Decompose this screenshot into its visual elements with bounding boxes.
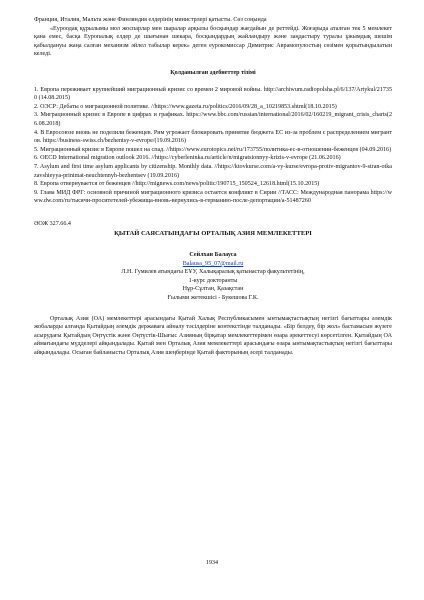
page-number: 1934 — [205, 560, 219, 566]
reference-item: 4. В Евросоюзе вновь не поделили беженцев. Рим угрожает блокировать принятие бюджета ЕС из-за проблем с распределением мигрантов. https://business-swiss.ch/bezhentsy-v-evrope/(19.09.2016) — [34, 129, 392, 145]
reference-item: 3. Миграционный кризис в Европе в цифрах и графиках. https://www.bbc.com/russian/international/2016/02/160219_migrant_crisis_charts(26.08.2018) — [34, 112, 392, 127]
author-name: Сейлхан Балауса — [189, 252, 237, 259]
reference-item: 5. Миграционный кризис в Европе пошел на спад. //https://www.eurotopics.net/ru/173755/политика-ес-в-отношении-беженцев (04.09.2016) — [34, 146, 392, 153]
udk-code: ӘОЖ 327.66.4 — [34, 220, 71, 227]
reference-item: 1. Европа переживает крупнейший миграционный кризис со времен 2 мировой войны. http://archiwum.radiopolsha.pl/6/137/Artykul/217350 (14.08.2015) — [34, 86, 392, 102]
reference-item: 8. Европа отвернувается от беженцев //http://mignews.com/news/politic/190715_150524_12618.html(15.10.2015) — [34, 181, 320, 188]
reference-item: 6. OECD International migration outlook 2016. //https://cyberleninka.ru/article/n/migratsionnyy-krizis-v-evrope (21.06.2016) — [34, 155, 341, 162]
author-email-link[interactable]: Balausa_95_07@mail.ru — [182, 260, 244, 267]
article-title: ҚЫТАЙ САЯСАТЫНДАҒЫ ОРТАЛЫҚ АЗИЯ МЕМЛЕКЕТТЕРІ — [114, 230, 312, 238]
reference-item: 9. Глава МИД ФРГ: основной причиной миграционного кризиса остается конфликт в Сирии //ТАСС: Международная панорама https://www.dw.com/ru/тысячи-проситетелей-убежища-вновь-вернулись-в-германию-после-депортации/a-51487260 — [34, 189, 392, 205]
references-heading: Қолданылған әдебиеттер тізімі — [170, 69, 256, 76]
reference-item: 2. ОЭСР: Дебаты о миграционной политике. //https://www.gazeta.ru/politics/2016/09/28_a_10219853.shtml(18.10.2015) — [34, 103, 337, 110]
reference-item: 7. Asylum and first time asylum applicants by citizenship. Monthly data. //https://ktovkurse.com/a-vy-kurse/evropa-protiv-migrantov-9-stran-otkazavshieyya-prinimat-neuchtennyh-bezhentsev (19.09.2016) — [34, 163, 392, 179]
affiliation-line: Л.Н. Гумилев атындағы ЕҰУ, Халықаралық қатынастар факультетінің, — [121, 269, 305, 276]
affiliation-line: Ғылыми жетекшісі - Букешова Г.К. — [167, 295, 259, 302]
intro-text-line: Франция, Италия, Мальта және Финляндия елдерінің министрлері қатысты. Сөз соңында — [34, 17, 267, 23]
document-page — [34, 16, 392, 358]
affiliation-line: 1-курс докторанты — [188, 277, 238, 284]
references-list — [34, 86, 392, 206]
affiliation-line: Нұр-Сұлтан, Қазақстан — [182, 286, 244, 293]
abstract-paragraph: Орталық Азия (ОА) мемлекеттері арасындағы Қытай Халық Республикасымен ынтымақтастықтың негізгі бағыттары әлемдік жобаларды алғанда Қытайдың әлемдік державаға айналу тәсілдеріне контекстінде талданады. «Бір белдеу, бір жол» бастамасын жүзеге асырудағы Қытайдың Оңтүстік және Оңтүстік-Шығыс Азияның бірқатар мемлекеттерімен өзара әрекеттесуі көрсетілген. Қытайдың ОА аймағындағы мүдделері айқындалады. Қытай мен Орталық Азия мемлекеттері арасындағы өзара ынтымақтастықтың негізгі бағыттары айқындалады. Осыған байланысты Орталық Азия шеңберінде Қытай факторының әсері талданады. — [34, 315, 392, 356]
intro-text-paragraph: «Еуроодақ құрылымы мол жоспарлар мен шаралар арқылы босқындар жағдайын де реттейді. Жоғарыда аталған тек 5 мемлекет қана емес, басқа Еуропалық елдер де шығынан шекара, босқындардың жайландыру және заңдастыру туралы ұжымдық шешім қабылдануы жаңа салған механизм әйлел табылар керек» деген еурокомиссар Димитрис Аврамопулостың сөзімен қорытындылатын келеді. — [34, 25, 392, 58]
